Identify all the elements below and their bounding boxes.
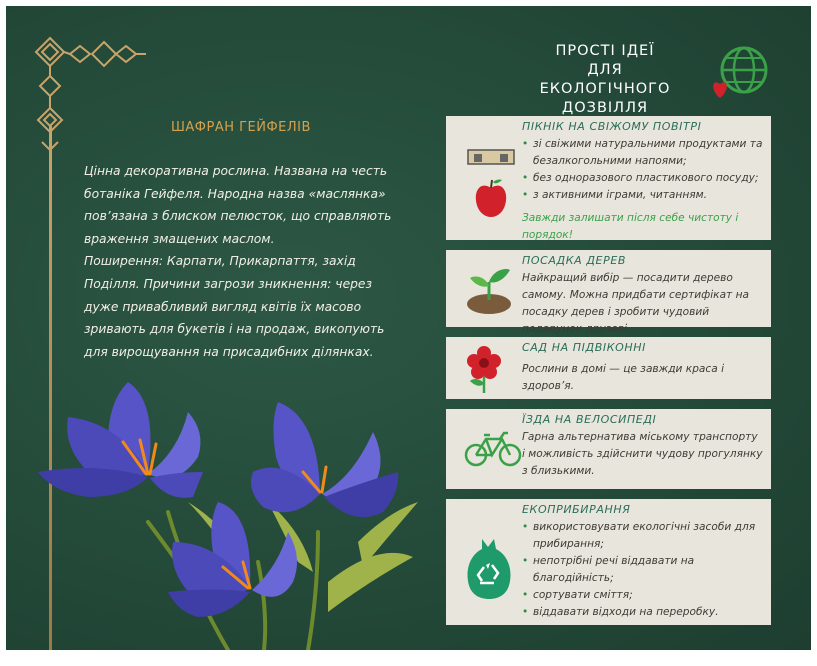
picnic-card — [446, 116, 771, 240]
crocus-flowers-illustration — [28, 362, 428, 650]
card-text: Найкращий вибір — посадити дерево самому. Можна придбати сертифікат на посадку дерев і зробити чудовий подарунок друзові. — [522, 272, 750, 335]
card-title: ЇЗДА НА ВЕЛОСИПЕДІ — [522, 413, 657, 426]
bullet-item: • використовувати екологічні засоби для прибирання; — [522, 519, 763, 553]
eco-cleaning-card — [446, 499, 771, 625]
bullet-item: • без одноразового пластикового посуду; — [522, 170, 763, 187]
distribution-paragraph: Поширення: Карпати, Прикарпаття, захід Поділля. Причини загрози зникнення: через дуже привабливий вигляд квітів їх масово зривають для букетів і на продаж, викопують для вирощування на присадибних ділянках. — [84, 254, 385, 359]
eco-leisure-title — [522, 42, 688, 118]
card-title: САД НА ПІДВІКОННІ — [522, 341, 646, 354]
picnic-basket-apple-icon — [464, 144, 518, 230]
embroidery-ornament-icon — [20, 24, 150, 164]
bullet-item: • сортувати сміття; — [522, 587, 763, 604]
cycling-card — [446, 409, 771, 489]
bullet-item: • з активними іграми, читанням. — [522, 187, 763, 204]
card-title: ПІКНІК НА СВІЖОМУ ПОВІТРІ — [522, 120, 702, 133]
bullet-item: • віддавати відходи на переробку. — [522, 604, 763, 621]
title-line: ПРОСТІ ІДЕЇ — [555, 43, 655, 59]
card-text: Гарна альтернатива міському транспорту і можливість здійснити чудову прогулянку з близькими. — [522, 431, 763, 477]
note-text: Завжди залишати після себе чистоту і порядок! — [522, 212, 739, 241]
recycle-bag-icon — [464, 535, 514, 607]
description-paragraph: Цінна декоративна рослина. Названа на честь ботаніка Гейфеля. Народна назва «маслянка» пов’язана з блиском пелюсток, що справляють враження змащених маслом. — [84, 164, 392, 246]
page — [6, 6, 811, 650]
tree-planting-card — [446, 250, 771, 335]
red-flower-icon — [464, 343, 504, 401]
card-title: ПОСАДКА ДЕРЕВ — [522, 254, 627, 267]
bicycle-icon — [464, 429, 522, 475]
title-line: ДЛЯ ЕКОЛОГІЧНОГО — [539, 62, 671, 97]
sprout-icon — [464, 260, 514, 322]
card-text: Рослини в домі — це завжди краса і здоров’я. — [522, 363, 725, 392]
title-line: ДОЗВІЛЛЯ — [561, 100, 649, 116]
card-title: ЕКОПРИБИРАННЯ — [522, 503, 631, 516]
windowsill-garden-card — [446, 337, 771, 399]
globe-heart-icon — [706, 44, 770, 104]
bullet-item: • зі свіжими натуральними продуктами та безалкогольними напоями; — [522, 136, 763, 170]
plant-description — [84, 160, 404, 363]
bullet-item: • непотрібні речі віддавати на благодійність; — [522, 553, 763, 587]
plant-title: ШАФРАН ГЕЙФЕЛІВ — [171, 120, 311, 135]
